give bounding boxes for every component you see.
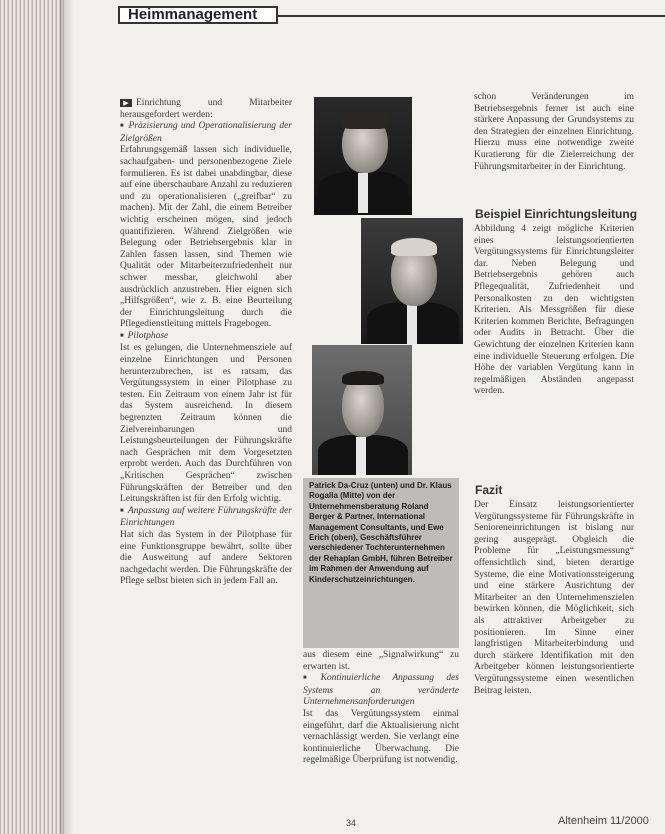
arrow-icon: ▶: [120, 99, 132, 107]
spine-shadow: [60, 0, 74, 834]
bullet-1-title: ■ Präzisierung und Operationalisierung der Zielgrößen: [120, 121, 292, 145]
bullet-2-title: ■ Pilotphase: [120, 331, 292, 344]
photo-caption: Patrick Da-Cruz (unten) und Dr. Klaus Rogalla (Mitte) von der Unternehmensberatung Roland Berger & Partner, International Management Consultants, und Ewe Erich (oben), Geschäftsführer verschiedener Tochterunternehmen der Rehaplan GmbH, führen Betreiber im Rahmen der Anwendung auf Kinderschutzeinrichtungen.: [303, 478, 459, 648]
col2-text: aus diesem eine „Signalwirkung“ zu erwarten ist.: [303, 650, 459, 672]
column-3-fazit: [474, 500, 634, 697]
portrait-photo-bottom: [312, 345, 412, 475]
magazine-issue: Altenheim 11/2000: [558, 815, 649, 827]
portrait-photo-middle: [361, 218, 463, 344]
book-spine: [0, 0, 64, 834]
bullet-3-title: ■ Anpassung auf weitere Führungskräfte der Einrichtungen: [120, 506, 292, 530]
page-number: 34: [346, 818, 357, 828]
section-header: [118, 6, 278, 24]
header-rule: [278, 15, 665, 17]
bullet-1-text: Erfahrungsgemäß lassen sich individuelle, sachaufgaben- und personenbezogene Ziele formulieren. Es ist dabei unabdingbar, diese auf eine überschaubare Anzahl zu reduzieren und zu operationalisieren („greifbar“ zu machen). Mit der Zahl, die einem Betreiber wichtig erscheinen mögen, sind jedoch quantifizieren. Während Zielgrößen wie Belegung oder Betriebsergebnis klar in Zahlen fassen lassen, sind Themen wie Qualität oder Mitarbeiterzufriedenheit nur schwer messbar, gleichwohl aber ausdrücklich anzustreben. Hier eignen sich „Hilfsgrößen“, wie z. B. eine Beurteilung der Einrichtungsleitung durch die Pflegedienstleitung mittels Fragebogen.: [120, 145, 292, 330]
bullet-3-text: Hat sich das System in der Pilotphase für eine Funktionsgruppe bewährt, sollte über die Ausweitung auf andere Sektoren nachgedacht werden. Die Führungskräfte der Pflege selbst bieten sich in jedem Fall an.: [120, 529, 292, 587]
subheading-einrichtungsleitung: Beispiel Einrichtungsleitung: [475, 207, 638, 221]
bullet-2-text: Ist es gelungen, die Unternehmensziele auf einzelne Einrichtungen und Personen herunterzubrechen, ist es ratsam, das Vergütungssystem in einer Pilotphase zu testen. Ein Zeitraum von einem Jahr ist für das System ausreichend. In diesem begrenzten Zeitraum können die Zielvereinbarungen und Leistungsbeurteilungen der Führungskräfte nach Gesprächen mit dem Vorgesetzten erprobt werden. Auch das Durchführen von „Kritischen Gesprächen“ zwischen Führungskräften der Betreiber und den Leitungskräften ist für den Erfolg wichtig.: [120, 343, 292, 505]
col3-intro: schon Veränderungen im Betriebsergebnis ferner ist auch eine stärkere Anpassung der Grundsystems zu den Strategien der einzelnen Einrichtung. Hierzu muss eine notwendige zweite Kuratierung für die Zielerreichung der Führungsmitarbeiter in der Einrichtung.: [474, 92, 634, 172]
portrait-photo-top: [314, 97, 412, 215]
section-title: Heimmanagement: [128, 6, 258, 23]
col3-example-text: Abbildung 4 zeigt mögliche Kriterien eines leistungsorientierten Vergütungssystems für Einrichtungsleiter dar. Neben Belegung und Betriebsergebnis gehören auch Pflegequalität, Zufriedenheit und Personalkosten zu den wichtigsten Kriterien. Als Messgrößen für diese Kriterien kommen Berichte, Befragungen oder Audits in Betracht. Über die Gewichtung der einzelnen Kriterien kann eine individuelle Steuerung erfolgen. Die Höhe der variablen Vergütung kann in regelmäßigen Abständen angepasst werden.: [474, 224, 634, 397]
column-3-example: [474, 224, 634, 398]
col1-intro: Einrichtung und Mitarbeiter herausgefordert werden:: [120, 98, 292, 120]
col2-bullet-title: ■ Kontinuierliche Anpassung des Systems an veränderte Unternehmensanforderungen: [303, 673, 459, 709]
col2-bullet-text: Ist das Vergütungssystem einmal eingeführt, darf die Aktualisierung nicht vernachlässigt werden. Sie verlangt eine kontinuierliche Überwachung. Die regelmäßige Überprüfung ist notwendig.: [303, 708, 459, 766]
column-3: [474, 92, 634, 173]
column-2-lower: [303, 650, 459, 767]
subheading-fazit: Fazit: [475, 483, 503, 497]
column-1: [120, 98, 292, 588]
col3-fazit-text: Der Einsatz leistungsorientierter Vergütungssysteme für Führungskräfte in Senioreneinrichtungen ist bislang nur gering ausgeprägt. Obgleich die Probleme für „Leistungsmessung“ offensichtlich sind, bieten derartige Systeme, die eine Motivationssteigerung und eine stärkere Ausrichtung der Mitarbeiter an den Unternehmenszielen bewirken können, die Möglichkeit, sich als attraktiver Arbeitgeber zu positionieren. Im Sinne einer langfristigen Mitarbeiterbindung und durch stärkere Identifikation mit den Arbeitgeber können leistungsorientierte Vergütungssysteme einen wesentlichen Beitrag leisten.: [474, 500, 634, 696]
